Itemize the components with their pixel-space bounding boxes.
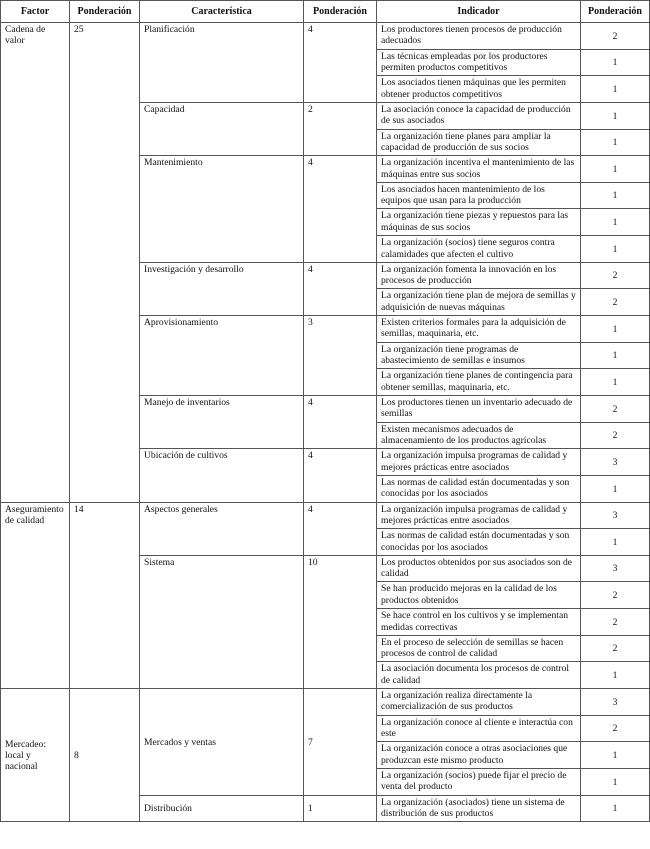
indicator-text: Los asociados tienen máquinas que les permiten obtener productos competitivos bbox=[377, 76, 581, 103]
characteristic-weight: 7 bbox=[304, 689, 377, 796]
indicator-weight: 2 bbox=[581, 715, 650, 742]
indicator-weight: 1 bbox=[581, 342, 650, 369]
indicator-text: Los asociados hacen mantenimiento de los equipos que usan para la producción bbox=[377, 182, 581, 209]
characteristic-name: Mercados y ventas bbox=[140, 689, 304, 796]
indicator-weight: 1 bbox=[581, 768, 650, 795]
header-indicator: Indicador bbox=[377, 1, 581, 23]
indicator-text: La organización (socios) tiene seguros contra calamidades que afecten el cultivo bbox=[377, 236, 581, 263]
indicator-weight: 2 bbox=[581, 582, 650, 609]
header-row bbox=[1, 1, 650, 23]
indicator-text: En el proceso de selección de semillas se hacen procesos de control de calidad bbox=[377, 635, 581, 662]
indicator-text: La asociación documenta los procesos de control de calidad bbox=[377, 662, 581, 689]
indicator-text: Los productores tienen un inventario adecuado de semillas bbox=[377, 395, 581, 422]
indicator-weight: 1 bbox=[581, 316, 650, 343]
indicator-weight: 1 bbox=[581, 182, 650, 209]
indicator-text: Los productos obtenidos por sus asociados son de calidad bbox=[377, 555, 581, 582]
indicator-weight: 1 bbox=[581, 662, 650, 689]
indicator-weight: 1 bbox=[581, 795, 650, 822]
characteristic-name: Distribución bbox=[140, 795, 304, 822]
indicator-weight: 2 bbox=[581, 609, 650, 636]
factor-name: Aseguramiento de calidad bbox=[1, 502, 70, 688]
indicator-text: Se hace control en los cultivos y se implementan medidas correctivas bbox=[377, 609, 581, 636]
indicator-weight: 1 bbox=[581, 209, 650, 236]
indicator-weight: 1 bbox=[581, 475, 650, 502]
factor-weight: 25 bbox=[70, 23, 140, 503]
indicator-text: Las normas de calidad están documentadas y son conocidas por los asociados bbox=[377, 529, 581, 556]
characteristic-name: Manejo de inventarios bbox=[140, 395, 304, 448]
characteristic-name: Aprovisionamiento bbox=[140, 316, 304, 396]
indicator-weight: 2 bbox=[581, 422, 650, 449]
indicator-text: La organización tiene plan de mejora de semillas y adquisición de nuevas máquinas bbox=[377, 289, 581, 316]
characteristic-weight: 4 bbox=[304, 262, 377, 315]
characteristic-name: Mantenimiento bbox=[140, 156, 304, 263]
indicator-weight: 1 bbox=[581, 742, 650, 769]
table-row bbox=[1, 23, 650, 50]
characteristic-weight: 4 bbox=[304, 156, 377, 263]
header-characteristic: Característica bbox=[140, 1, 304, 23]
factor-name: Cadena de valor bbox=[1, 23, 70, 503]
characteristic-weight: 1 bbox=[304, 795, 377, 822]
characteristic-name: Planificación bbox=[140, 23, 304, 103]
indicator-text: La organización impulsa programas de calidad y mejores prácticas entre asociados bbox=[377, 449, 581, 476]
indicator-text: La organización (socios) puede fijar el precio de venta del producto bbox=[377, 768, 581, 795]
indicator-text: Las normas de calidad están documentadas y son conocidas por los asociados bbox=[377, 475, 581, 502]
indicator-weight: 2 bbox=[581, 262, 650, 289]
indicator-text: La organización conoce a otras asociaciones que produzcan este mismo producto bbox=[377, 742, 581, 769]
characteristic-weight: 4 bbox=[304, 502, 377, 555]
table-body bbox=[1, 23, 650, 822]
factor-weight: 8 bbox=[70, 689, 140, 822]
characteristic-weight: 4 bbox=[304, 395, 377, 448]
header-factor: Factor bbox=[1, 1, 70, 23]
indicator-text: La organización conoce al cliente e interactúa con este bbox=[377, 715, 581, 742]
indicator-weight: 1 bbox=[581, 49, 650, 76]
indicator-text: Existen mecanismos adecuados de almacenamiento de los productos agrícolas bbox=[377, 422, 581, 449]
indicator-text: Los productores tienen procesos de producción adecuados bbox=[377, 23, 581, 50]
characteristic-weight: 4 bbox=[304, 449, 377, 502]
factor-name: Mercadeo: local y nacional bbox=[1, 689, 70, 822]
indicator-weight: 1 bbox=[581, 529, 650, 556]
indicator-weight: 2 bbox=[581, 635, 650, 662]
indicator-text: Se han producido mejoras en la calidad de los productos obtenidos bbox=[377, 582, 581, 609]
indicator-weight: 2 bbox=[581, 289, 650, 316]
characteristic-name: Aspectos generales bbox=[140, 502, 304, 555]
indicator-text: Las técnicas empleadas por los productores permiten productos competitivos bbox=[377, 49, 581, 76]
indicator-weight: 1 bbox=[581, 102, 650, 129]
indicator-weight: 1 bbox=[581, 156, 650, 183]
indicator-text: La organización realiza directamente la comercialización de sus productos bbox=[377, 689, 581, 716]
indicator-text: La organización impulsa programas de calidad y mejores prácticas entre asociados bbox=[377, 502, 581, 529]
characteristic-name: Investigación y desarrollo bbox=[140, 262, 304, 315]
indicator-text: La organización (asociados) tiene un sistema de distribución de sus productos bbox=[377, 795, 581, 822]
indicator-weight: 1 bbox=[581, 129, 650, 156]
indicator-text: Existen criterios formales para la adquisición de semillas, maquinaria, etc. bbox=[377, 316, 581, 343]
indicator-weight: 3 bbox=[581, 689, 650, 716]
factor-weight: 14 bbox=[70, 502, 140, 688]
characteristic-weight: 3 bbox=[304, 316, 377, 396]
indicator-weight: 2 bbox=[581, 395, 650, 422]
indicator-weight: 1 bbox=[581, 236, 650, 263]
indicator-text: La organización tiene programas de abastecimiento de semillas e insumos bbox=[377, 342, 581, 369]
header-factor-weight: Ponderación bbox=[70, 1, 140, 23]
table-row bbox=[1, 502, 650, 529]
indicator-weight: 1 bbox=[581, 369, 650, 396]
indicator-text: La organización tiene planes para ampliar la capacidad de producción de sus socios bbox=[377, 129, 581, 156]
indicator-text: La organización tiene piezas y repuestos para las máquinas de sus socios bbox=[377, 209, 581, 236]
indicator-text: La organización tiene planes de contingencia para obtener semillas, maquinaria, etc. bbox=[377, 369, 581, 396]
characteristic-weight: 4 bbox=[304, 23, 377, 103]
header-characteristic-weight: Ponderación bbox=[304, 1, 377, 23]
indicator-weight: 3 bbox=[581, 502, 650, 529]
header-indicator-weight: Ponderación bbox=[581, 1, 650, 23]
indicator-text: La asociación conoce la capacidad de producción de sus asociados bbox=[377, 102, 581, 129]
indicator-weight: 1 bbox=[581, 76, 650, 103]
characteristic-weight: 2 bbox=[304, 102, 377, 155]
indicator-weight: 3 bbox=[581, 555, 650, 582]
indicator-weight: 3 bbox=[581, 449, 650, 476]
indicator-text: La organización incentiva el mantenimiento de las máquinas entre sus socios bbox=[377, 156, 581, 183]
indicator-text: La organización fomenta la innovación en los procesos de producción bbox=[377, 262, 581, 289]
characteristic-name: Sistema bbox=[140, 555, 304, 688]
characteristic-name: Capacidad bbox=[140, 102, 304, 155]
table-row bbox=[1, 689, 650, 716]
characteristic-weight: 10 bbox=[304, 555, 377, 688]
indicator-weight: 2 bbox=[581, 23, 650, 50]
characteristic-name: Ubicación de cultivos bbox=[140, 449, 304, 502]
